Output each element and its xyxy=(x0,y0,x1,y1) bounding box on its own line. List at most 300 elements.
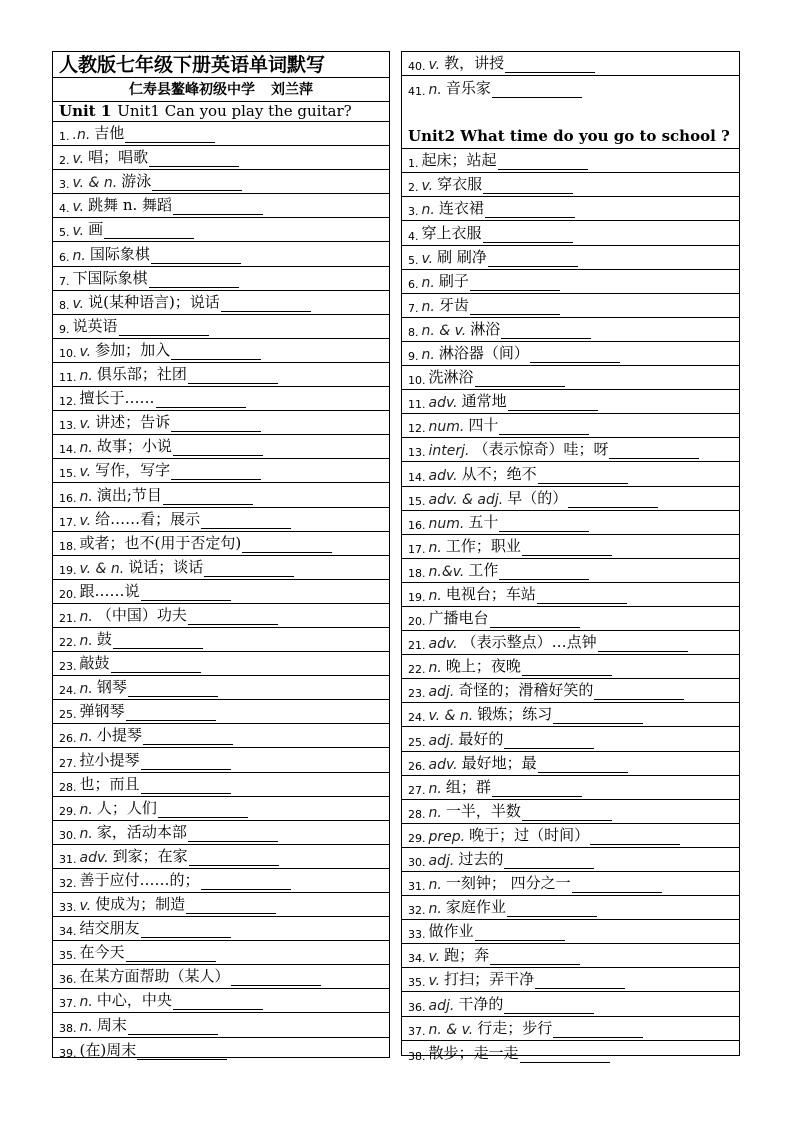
meaning-text: 结交朋友 xyxy=(79,919,140,938)
part-of-speech: n. xyxy=(79,801,93,818)
answer-blank[interactable] xyxy=(201,515,291,529)
meaning-text: 周末 xyxy=(96,1015,127,1034)
part-of-speech: v. xyxy=(72,199,85,216)
item-number: 23. xyxy=(408,687,426,701)
meaning-text: 中心，中央 xyxy=(96,991,172,1010)
item-number: 35. xyxy=(59,949,77,963)
vocab-row xyxy=(402,655,739,679)
vocab-row xyxy=(402,342,739,366)
meaning-text: 国际象棋 xyxy=(89,244,150,263)
right-column xyxy=(401,51,740,1063)
meaning-text: 写作，写字 xyxy=(95,461,171,480)
meaning-text: 使成为；制造 xyxy=(95,895,186,914)
part-of-speech: n. xyxy=(79,729,93,746)
answer-blank[interactable] xyxy=(242,539,332,553)
title-text: 人教版七年级下册英语单词默写 xyxy=(59,54,326,76)
vocab-row xyxy=(53,242,389,266)
answer-blank[interactable] xyxy=(188,370,278,384)
item-number: 1. xyxy=(59,130,70,144)
item-number: 4. xyxy=(59,202,70,216)
vocab-row xyxy=(53,628,389,652)
answer-blank[interactable] xyxy=(149,153,239,167)
school-name: 仁寿县鳌峰初级中学 xyxy=(129,81,255,98)
item-number: 8. xyxy=(59,298,70,312)
item-number: 11. xyxy=(59,371,77,385)
answer-blank[interactable] xyxy=(499,518,589,532)
item-number: 7. xyxy=(408,301,419,315)
item-number: 39. xyxy=(59,1046,77,1060)
meaning-text: 说话；谈话 xyxy=(128,557,204,576)
vocab-row xyxy=(53,845,389,869)
meaning-text: 散步；走一走 xyxy=(428,1043,519,1062)
meaning-text: 跳舞 n. 舞蹈 xyxy=(88,196,173,215)
part-of-speech: n. xyxy=(421,274,435,291)
answer-blank[interactable] xyxy=(483,180,573,194)
item-number: 37. xyxy=(59,997,77,1011)
answer-blank[interactable] xyxy=(553,710,643,724)
answer-blank[interactable] xyxy=(231,972,321,986)
vocab-row xyxy=(53,411,389,435)
vocab-row xyxy=(53,893,389,917)
part-of-speech: n. xyxy=(79,633,93,650)
part-of-speech: .n. xyxy=(72,127,91,144)
meaning-text: 弹钢琴 xyxy=(79,702,125,721)
answer-blank[interactable] xyxy=(104,225,194,239)
answer-blank[interactable] xyxy=(609,445,699,459)
vocab-row xyxy=(402,173,739,197)
part-of-speech: v. xyxy=(72,295,85,312)
answer-blank[interactable] xyxy=(520,1049,610,1063)
item-number: 34. xyxy=(408,952,426,966)
answer-blank[interactable] xyxy=(490,951,580,965)
unit1-heading xyxy=(53,102,389,122)
item-number: 3. xyxy=(408,205,419,219)
meaning-text: 画 xyxy=(88,220,104,239)
vocab-row xyxy=(53,1038,389,1062)
answer-blank[interactable] xyxy=(590,831,680,845)
item-number: 29. xyxy=(408,831,426,845)
unit2-title: Unit2 What time do you go to school ? xyxy=(408,127,730,146)
answer-blank[interactable] xyxy=(553,1024,643,1038)
part-of-speech: n. xyxy=(72,247,86,264)
meaning-text: 过去的 xyxy=(458,850,504,868)
item-number: 37. xyxy=(408,1024,426,1038)
answer-blank[interactable] xyxy=(507,903,597,917)
answer-blank[interactable] xyxy=(128,683,218,697)
item-number: 38. xyxy=(59,1021,77,1035)
answer-blank[interactable] xyxy=(522,662,612,676)
answer-blank[interactable] xyxy=(537,590,627,604)
item-number: 32. xyxy=(408,904,426,918)
meaning-text: 电视台；车站 xyxy=(445,584,536,603)
vocab-row xyxy=(402,607,739,631)
part-of-speech: n. xyxy=(79,440,93,457)
vocab-row xyxy=(402,294,739,318)
meaning-text: 跟……说 xyxy=(79,581,140,600)
item-number: 15. xyxy=(408,494,426,508)
answer-blank[interactable] xyxy=(535,975,625,989)
part-of-speech: adv. xyxy=(428,467,458,484)
item-number: 6. xyxy=(59,250,70,264)
meaning-text: 家庭作业 xyxy=(445,898,506,917)
answer-blank[interactable] xyxy=(141,587,231,601)
answer-blank[interactable] xyxy=(475,927,565,941)
answer-blank[interactable] xyxy=(530,349,620,363)
item-number: 29. xyxy=(59,804,77,818)
answer-blank[interactable] xyxy=(504,1000,594,1014)
vocab-row xyxy=(53,532,389,556)
vocab-row xyxy=(402,752,739,776)
part-of-speech: n. xyxy=(428,660,442,677)
part-of-speech: n. xyxy=(79,681,93,698)
unit1-title: Unit1 Can you play the guitar? xyxy=(117,102,352,120)
part-of-speech: v. & n. xyxy=(79,560,125,577)
meaning-text: 洗淋浴 xyxy=(428,368,474,387)
item-number: 28. xyxy=(408,807,426,821)
answer-blank[interactable] xyxy=(499,421,589,435)
answer-blank[interactable] xyxy=(598,638,688,652)
meaning-text: 参加；加入 xyxy=(95,340,171,359)
part-of-speech: n. xyxy=(421,202,435,219)
answer-blank[interactable] xyxy=(119,322,209,336)
item-number: 22. xyxy=(59,636,77,650)
meaning-text: 故事；小说 xyxy=(96,437,172,456)
part-of-speech: n.&v. xyxy=(428,563,465,580)
item-number: 10. xyxy=(59,346,77,360)
meaning-text: 到家；在家 xyxy=(112,846,188,865)
part-of-speech: num. xyxy=(428,515,465,532)
meaning-text: 人；人们 xyxy=(96,798,157,817)
meaning-text: 行走；步行 xyxy=(477,1018,553,1037)
vocab-row xyxy=(53,146,389,170)
meaning-text: 广播电台 xyxy=(428,609,489,628)
answer-blank[interactable] xyxy=(143,731,233,745)
part-of-speech: n. xyxy=(428,877,442,894)
vocab-row xyxy=(402,559,739,583)
answer-blank[interactable] xyxy=(126,948,216,962)
answer-blank[interactable] xyxy=(163,491,253,505)
part-of-speech: adj. xyxy=(428,997,455,1014)
answer-blank[interactable] xyxy=(498,156,588,170)
item-number: 7. xyxy=(59,274,70,288)
vocab-row xyxy=(402,414,739,438)
vocab-row xyxy=(53,387,389,411)
vocab-row xyxy=(402,270,739,294)
vocab-row xyxy=(53,676,389,700)
meaning-text: 下国际象棋 xyxy=(72,268,148,287)
item-number: 2. xyxy=(59,154,70,168)
vocab-row xyxy=(53,291,389,315)
answer-blank[interactable] xyxy=(492,84,582,98)
vocab-row xyxy=(53,652,389,676)
part-of-speech: v. xyxy=(79,898,92,915)
answer-blank[interactable] xyxy=(128,1021,218,1035)
answer-blank[interactable] xyxy=(485,204,575,218)
answer-blank[interactable] xyxy=(173,201,263,215)
meaning-text: 俱乐部；社团 xyxy=(96,365,187,384)
answer-blank[interactable] xyxy=(171,418,261,432)
answer-blank[interactable] xyxy=(137,1046,227,1060)
item-number: 13. xyxy=(59,419,77,433)
answer-blank[interactable] xyxy=(141,756,231,770)
vocab-row xyxy=(53,989,389,1013)
answer-blank[interactable] xyxy=(501,325,591,339)
vocab-row xyxy=(402,800,739,824)
school-line xyxy=(53,78,389,102)
answer-blank[interactable] xyxy=(204,563,294,577)
answer-blank[interactable] xyxy=(141,924,231,938)
vocab-row xyxy=(53,315,389,339)
item-number: 21. xyxy=(408,639,426,653)
item-number: 30. xyxy=(59,828,77,842)
answer-blank[interactable] xyxy=(221,298,311,312)
answer-blank[interactable] xyxy=(173,996,263,1010)
item-number: 21. xyxy=(59,611,77,625)
vocab-row xyxy=(53,339,389,363)
item-number: 19. xyxy=(59,563,77,577)
part-of-speech: v. xyxy=(421,250,434,267)
meaning-text: 演出;节目 xyxy=(96,485,162,504)
item-number: 41. xyxy=(408,85,426,99)
item-number: 16. xyxy=(408,518,426,532)
vocab-row xyxy=(402,583,739,607)
answer-blank[interactable] xyxy=(508,397,598,411)
part-of-speech: v. xyxy=(72,151,85,168)
part-of-speech: n. & v. xyxy=(428,1021,474,1038)
vocab-row xyxy=(402,848,739,872)
part-of-speech: n. & v. xyxy=(421,322,467,339)
vocab-row xyxy=(402,631,739,655)
item-number: 20. xyxy=(59,587,77,601)
answer-blank[interactable] xyxy=(538,470,628,484)
answer-blank[interactable] xyxy=(483,229,573,243)
meaning-text: 通常地 xyxy=(461,392,507,411)
vocab-row xyxy=(402,1041,739,1065)
item-number: 10. xyxy=(408,374,426,388)
answer-blank[interactable] xyxy=(499,566,589,580)
item-number: 36. xyxy=(408,1000,426,1014)
meaning-text: 早（的） xyxy=(507,488,568,507)
answer-blank[interactable] xyxy=(171,346,261,360)
item-number: 14. xyxy=(59,443,77,457)
meaning-text: （表示整点）…点钟 xyxy=(461,633,597,652)
answer-blank[interactable] xyxy=(152,177,242,191)
part-of-speech: v. xyxy=(79,416,92,433)
part-of-speech: n. xyxy=(421,298,435,315)
answer-blank[interactable] xyxy=(475,373,565,387)
unit1-continued-list xyxy=(402,52,739,100)
meaning-text: 打扫；弄干净 xyxy=(444,970,535,989)
vocab-row xyxy=(402,920,739,944)
answer-blank[interactable] xyxy=(490,614,580,628)
answer-blank[interactable] xyxy=(505,59,595,73)
item-number: 18. xyxy=(59,539,77,553)
meaning-text: 锻炼；练习 xyxy=(477,705,553,724)
vocab-row xyxy=(53,748,389,772)
item-number: 25. xyxy=(408,735,426,749)
answer-blank[interactable] xyxy=(189,852,279,866)
part-of-speech: n. xyxy=(79,608,93,625)
meaning-text: 奇怪的；滑稽好笑的 xyxy=(458,681,594,700)
item-number: 14. xyxy=(408,470,426,484)
answer-blank[interactable] xyxy=(504,855,594,869)
vocab-row xyxy=(53,773,389,797)
answer-blank[interactable] xyxy=(594,686,684,700)
item-number: 5. xyxy=(408,253,419,267)
vocab-row xyxy=(402,52,739,76)
answer-blank[interactable] xyxy=(572,879,662,893)
answer-blank[interactable] xyxy=(156,394,246,408)
meaning-text: 游泳 xyxy=(121,172,152,191)
part-of-speech: adv. xyxy=(428,395,458,412)
vocab-row xyxy=(53,556,389,580)
item-number: 30. xyxy=(408,856,426,869)
vocab-row xyxy=(402,487,739,511)
vocab-row xyxy=(53,194,389,218)
vocab-row xyxy=(402,438,739,462)
vocab-row xyxy=(402,462,739,486)
meaning-text: 钢琴 xyxy=(96,678,127,697)
item-number: 16. xyxy=(59,491,77,505)
answer-blank[interactable] xyxy=(186,900,276,914)
part-of-speech: v. & n. xyxy=(72,175,118,192)
meaning-text: 音乐家 xyxy=(445,79,491,98)
answer-blank[interactable] xyxy=(188,611,278,625)
answer-blank[interactable] xyxy=(141,780,231,794)
meaning-text: 吉他 xyxy=(94,124,125,143)
item-number: 27. xyxy=(59,756,77,770)
answer-blank[interactable] xyxy=(151,250,241,264)
item-number: 5. xyxy=(59,226,70,240)
item-number: 4. xyxy=(408,229,419,243)
vocab-row xyxy=(53,580,389,604)
answer-blank[interactable] xyxy=(522,542,612,556)
vocab-row xyxy=(402,511,739,535)
item-number: 11. xyxy=(408,398,426,412)
answer-blank[interactable] xyxy=(113,635,203,649)
vocab-row xyxy=(402,776,739,800)
answer-blank[interactable] xyxy=(158,804,248,818)
item-number: 33. xyxy=(59,901,77,915)
part-of-speech: v. xyxy=(79,464,92,481)
meaning-text: 在今天 xyxy=(79,943,125,962)
part-of-speech: v. xyxy=(72,223,85,240)
vocab-row xyxy=(402,727,739,751)
answer-blank[interactable] xyxy=(504,735,594,749)
meaning-text: 连衣裙 xyxy=(438,199,484,218)
vocab-row xyxy=(53,267,389,291)
answer-blank[interactable] xyxy=(470,277,560,291)
meaning-text: 家，活动本部 xyxy=(96,822,187,841)
meaning-text: 擅长于…… xyxy=(79,389,155,408)
item-number: 18. xyxy=(408,566,426,580)
meaning-text: 唱；唱歌 xyxy=(88,148,149,167)
meaning-text: 四十 xyxy=(468,416,499,435)
meaning-text: 从不；绝不 xyxy=(461,464,537,483)
page-title xyxy=(53,52,389,78)
vocab-row xyxy=(53,724,389,748)
part-of-speech: n. xyxy=(79,994,93,1011)
item-number: 24. xyxy=(408,711,426,725)
meaning-text: 穿衣服 xyxy=(437,175,483,194)
answer-blank[interactable] xyxy=(568,494,658,508)
meaning-text: 做作业 xyxy=(428,922,474,941)
item-number: 35. xyxy=(408,976,426,990)
part-of-speech: v. xyxy=(79,343,92,360)
answer-blank[interactable] xyxy=(488,253,578,267)
meaning-text: 最好地；最 xyxy=(461,753,537,772)
answer-blank[interactable] xyxy=(125,129,215,143)
part-of-speech: v. xyxy=(428,949,441,966)
part-of-speech: v. xyxy=(421,178,434,195)
answer-blank[interactable] xyxy=(538,759,628,773)
part-of-speech: v. xyxy=(428,973,441,990)
meaning-text: 讲述；告诉 xyxy=(95,413,171,432)
part-of-speech: n. xyxy=(428,901,442,918)
item-number: 36. xyxy=(59,973,77,987)
meaning-text: 组；群 xyxy=(445,777,491,796)
vocab-row xyxy=(53,170,389,194)
item-number: 38. xyxy=(408,1049,426,1063)
meaning-text: 晚上；夜晚 xyxy=(445,657,521,676)
meaning-text: 起床；站起 xyxy=(421,151,497,170)
answer-blank[interactable] xyxy=(126,707,216,721)
part-of-speech: n. xyxy=(79,825,93,842)
meaning-text: 鼓 xyxy=(96,630,112,649)
vocab-row xyxy=(53,218,389,242)
answer-blank[interactable] xyxy=(492,783,582,797)
item-number: 28. xyxy=(59,780,77,794)
vocab-row xyxy=(402,221,739,245)
answer-blank[interactable] xyxy=(522,807,612,821)
meaning-text: 也；而且 xyxy=(79,774,140,793)
item-number: 22. xyxy=(408,663,426,677)
vocab-row xyxy=(53,941,389,965)
item-number: 34. xyxy=(59,925,77,939)
part-of-speech: n. xyxy=(428,82,442,99)
item-number: 3. xyxy=(59,178,70,192)
answer-blank[interactable] xyxy=(470,301,560,315)
answer-blank[interactable] xyxy=(188,828,278,842)
part-of-speech: n. xyxy=(428,804,442,821)
vocab-row xyxy=(402,872,739,896)
answer-blank[interactable] xyxy=(173,442,263,456)
item-number: 26. xyxy=(59,732,77,746)
unit1-label: Unit 1 xyxy=(59,102,112,120)
vocab-row xyxy=(53,821,389,845)
answer-blank[interactable] xyxy=(201,876,291,890)
part-of-speech: v. xyxy=(428,57,441,74)
answer-blank[interactable] xyxy=(171,466,261,480)
unit2-list xyxy=(402,149,739,1065)
answer-blank[interactable] xyxy=(111,659,201,673)
vocab-row xyxy=(53,917,389,941)
meaning-text: 敲鼓 xyxy=(79,654,110,673)
item-number: 1. xyxy=(408,157,419,171)
meaning-text: 教，讲授 xyxy=(444,54,505,73)
part-of-speech: prep. xyxy=(428,828,466,845)
meaning-text: 一半，半数 xyxy=(445,801,521,820)
part-of-speech: n. xyxy=(421,347,435,364)
part-of-speech: n. xyxy=(79,368,93,385)
vocab-row xyxy=(53,435,389,459)
vocab-row xyxy=(402,703,739,727)
answer-blank[interactable] xyxy=(149,274,239,288)
vocab-row xyxy=(402,824,739,848)
vocab-row xyxy=(402,1017,739,1041)
item-number: 9. xyxy=(408,350,419,364)
vocab-row xyxy=(402,992,739,1016)
